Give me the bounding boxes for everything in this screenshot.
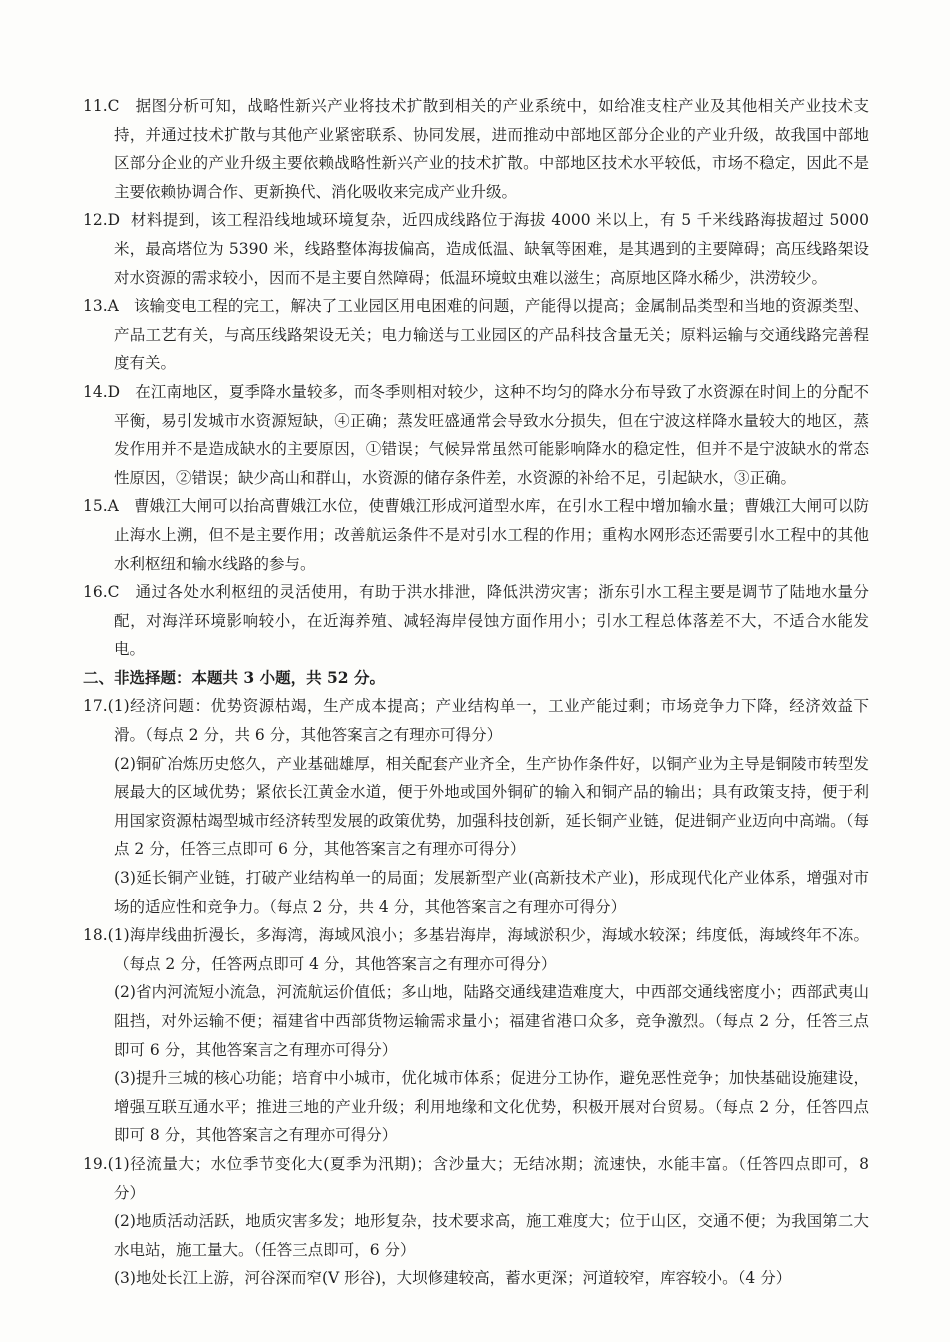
answer-number: 13.A [83, 297, 119, 316]
answer-part [83, 921, 869, 978]
answer-16 [83, 578, 869, 664]
answer-page [83, 92, 869, 1293]
answer-part: (2)铜矿冶炼历史悠久，产业基础雄厚，相关配套产业齐全，生产协作条件好，以铜产业为主导是铜陵市转型发展最大的区域优势；紧依长江黄金水道，便于外地或国外铜矿的输入和铜产品的输出；具有政策支持，便于利用国家资源枯竭型城市经济转型发展的政策优势，加强科技创新，延长铜产业链，促进铜产业迈向中高端。（每点 2 分，任答三点即可 6 分，其他答案言之有理亦可得分） [114, 754, 869, 859]
answer-text: 通过各处水利枢纽的灵活使用，有助于洪水排泄，降低洪涝灾害；浙东引水工程主要是调节了陆地水量分配，对海洋环境影响较小，在近海养殖、减轻海岸侵蚀方面作用小；引水工程总体落差不大，不适合水能发电。 [114, 583, 869, 659]
answer-part: (3)延长铜产业链，打破产业结构单一的局面；发展新型产业(高新技术产业)，形成现代化产业体系，增强对市场的适应性和竞争力。（每点 2 分，共 4 分，其他答案言之有理亦可得分） [114, 869, 869, 916]
answer-17 [83, 692, 869, 921]
answer-number: 14.D [83, 382, 121, 401]
answer-part [83, 1150, 869, 1207]
answer-text: 曹娥江大闸可以抬高曹娥江水位，使曹娥江形成河道型水库，在引水工程中增加输水量；曹娥江大闸可以防止海水上溯，但不是主要作用；改善航运条件不是对引水工程的作用；重构水网形态还需要引水工程中的其他水利枢纽和输水线路的参与。 [114, 497, 869, 573]
answer-part: (3)地处长江上游，河谷深而窄(V 形谷)，大坝修建较高，蓄水更深；河道较窄，库容较小。（4 分） [114, 1269, 792, 1288]
answer-part: (3)提升三城的核心功能；培育中小城市，优化城市体系；促进分工协作，避免恶性竞争；加快基础设施建设，增强互联互通水平；推进三地的产业升级；利用地缘和文化优势，积极开展对台贸易。（每点 2 分，任答四点即可 8 分，其他答案言之有理亦可得分） [114, 1069, 869, 1145]
answer-15 [83, 492, 869, 578]
answer-part [83, 692, 869, 749]
answer-18 [83, 921, 869, 1150]
answer-number: 15.A [83, 497, 119, 516]
answer-part-text: (1)经济问题：优势资源枯竭，生产成本提高；产业结构单一，工业产能过剩；市场竞争力下降，经济效益下滑。（每点 2 分，共 6 分，其他答案言之有理亦可得分） [107, 697, 869, 745]
answer-number: 19. [83, 1154, 108, 1173]
answer-number: 12.D [83, 211, 121, 230]
answer-19 [83, 1150, 869, 1293]
section-heading: 二、非选择题：本题共 3 小题，共 52 分。 [83, 667, 385, 687]
answer-number: 11.C [83, 97, 120, 115]
answer-part: (2)地质活动活跃，地质灾害多发；地形复杂，技术要求高，施工难度大；位于山区，交通不便；为我国第二大水电站，施工量大。（任答三点即可，6 分） [114, 1212, 869, 1259]
answer-part: (2)省内河流短小流急，河流航运价值低；多山地，陆路交通线建造难度大，中西部交通线密度小；西部武夷山阻挡，对外运输不便；福建省中西部货物运输需求量小；福建省港口众多，竞争激烈。（每点 2 分，任答三点即可 6 分，其他答案言之有理亦可得分） [114, 983, 869, 1059]
answer-part-text: (1)海岸线曲折漫长，多海湾，海域风浪小；多基岩海岸，海域淤积少，海域水较深；纬度低，海域终年不冻。（每点 2 分，任答两点即可 4 分，其他答案言之有理亦可得分） [107, 926, 869, 973]
answer-text: 在江南地区，夏季降水量较多，而冬季则相对较少，这种不均匀的降水分布导致了水资源在时间上的分配不平衡，易引发城市水资源短缺，④正确；蒸发旺盛通常会导致水分损失，但在宁波这样降水量较大的地区，蒸发作用并不是造成缺水的主要原因，①错误；气候异常虽然可能影响降水的稳定性，但并不是宁波缺水的常态性原因，②错误；缺少高山和群山，水资源的储存条件差，水资源的补给不足，引起缺水，③正确。 [114, 382, 870, 487]
answer-11 [83, 92, 869, 206]
answer-part-text: (1)径流量大；水位季节变化大(夏季为汛期)；含沙量大；无结冰期；流速快，水能丰富。（任答四点即可，8 分） [107, 1154, 869, 1202]
answer-text: 该输变电工程的完工，解决了工业园区用电困难的问题，产能得以提高；金属制品类型和当地的资源类型、产品工艺有关，与高压线路架设无关；电力输送与工业园区的产品科技含量无关；原料运输与交通线路完善程度有关。 [114, 297, 869, 373]
answer-number: 17. [83, 697, 108, 716]
answer-14 [83, 378, 869, 492]
faded-footer [280, 1285, 680, 1293]
answer-number: 18. [83, 926, 108, 945]
answer-text: 材料提到，该工程沿线地域环境复杂，近四成线路位于海拔 4000 米以上，有 5 千米线路海拔超过 5000 米，最高塔位为 5390 米，线路整体海拔偏高，造成低温、缺氧等困难，是其遇到的主要障碍；高压线路架设对水资源的需求较小，因而不是主要自然障碍；低温环境蚊虫难以滋生；高原地区降水稀少，洪涝较少。 [114, 211, 869, 287]
answer-12 [83, 206, 869, 292]
answer-number: 16.C [83, 583, 120, 602]
answer-text: 据图分析可知，战略性新兴产业将技术扩散到相关的产业系统中，如给准支柱产业及其他相关产业技术支持，并通过技术扩散与其他产业紧密联系、协同发展，进而推动中部地区部分企业的产业升级，故我国中部地区部分企业的产业升级主要依赖战略性新兴产业的技术扩散。中部地区技术水平较低，市场不稳定，因此不是主要依赖协调合作、更新换代、消化吸收来完成产业升级。 [114, 97, 869, 201]
answer-13 [83, 292, 869, 378]
